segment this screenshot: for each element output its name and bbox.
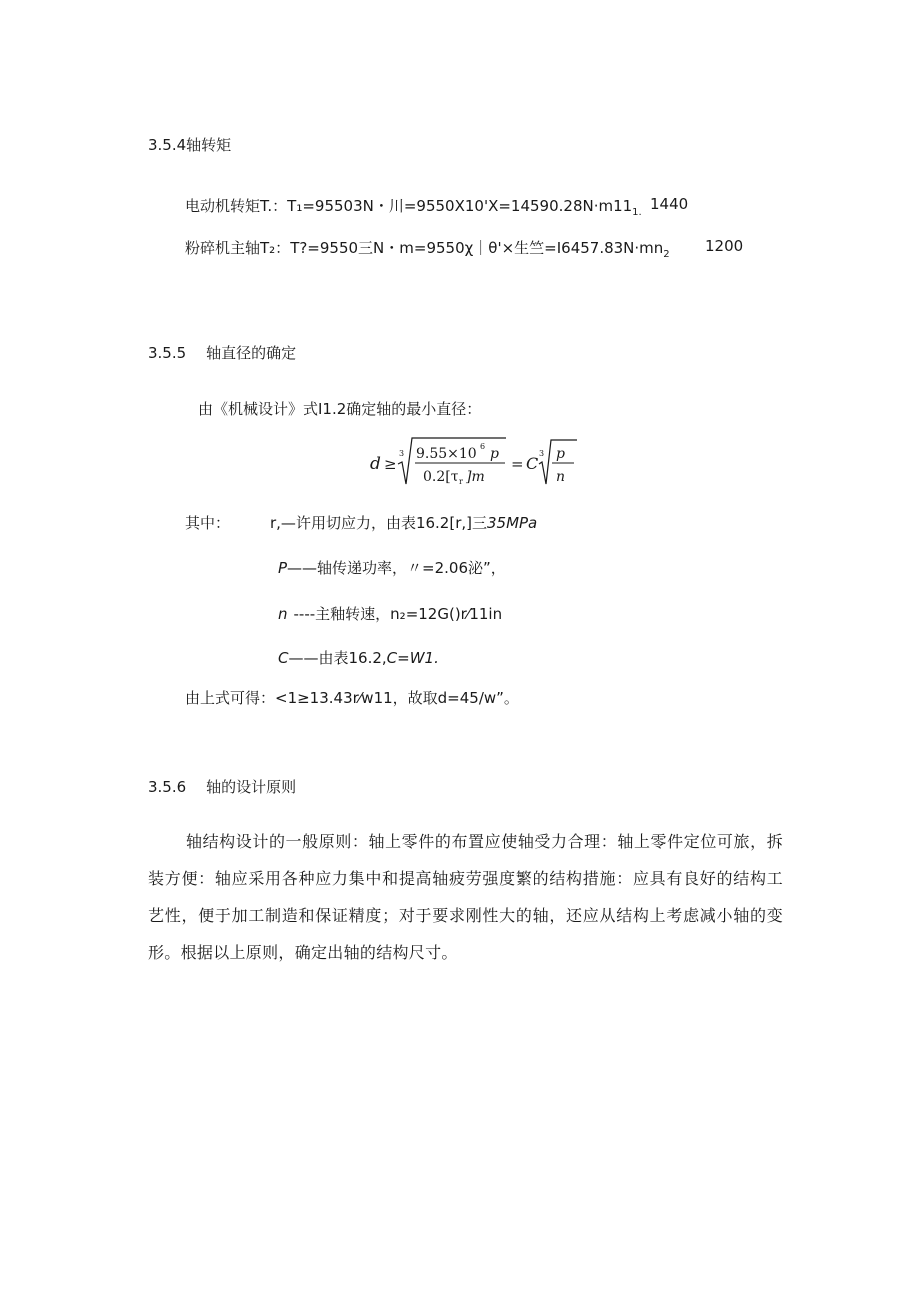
crusher-torque-subscript: 2 xyxy=(663,249,670,260)
min-diameter-formula xyxy=(368,434,580,490)
where-label: 其中： xyxy=(185,514,231,532)
formula-intro: 由《机械设计》式I1.2确定轴的最小直径： xyxy=(198,400,482,418)
section-3-5-6-number: 3.5.6 xyxy=(148,778,187,796)
def-value: n₂=12G()r⁄11in xyxy=(390,605,503,623)
crusher-torque-line xyxy=(185,237,670,260)
formula-denominator: 0.2[τ xyxy=(423,469,459,485)
formula-numerator: 9.55×10 xyxy=(416,446,477,462)
motor-torque-subscript: 1. xyxy=(632,207,642,218)
crusher-torque-label: 粉碎机主轴T₂： xyxy=(185,239,291,257)
def-symbol: n xyxy=(278,605,288,623)
section-3-5-5-number: 3.5.5 xyxy=(148,344,187,362)
formula-exponent: 6 xyxy=(480,442,486,451)
crusher-torque-expression: T?=9550三N・m=9550χ｜θ'×生竺=I6457.83N·mn xyxy=(290,239,664,257)
crusher-speed-value: 1200 xyxy=(705,237,744,255)
formula-denominator-sub: r xyxy=(459,477,463,486)
def-symbol: C xyxy=(278,649,289,667)
formula-denominator-end: ]m xyxy=(466,469,485,485)
design-principles-paragraph: 轴结构设计的一般原则：轴上零件的布置应使轴受力合理：轴上零件定位可旅，拆装方便：轴应采用各种应力集中和提高轴疲劳强度繁的结构措施：应具有良好的结构工艺性，便于加工制造和保证精度；对于要求刚性大的轴，还应从结构上考虑减小轴的变形。根据以上原则，确定出轴的结构尺寸。 xyxy=(148,832,783,962)
formula-equals: = xyxy=(511,455,524,473)
section-3-5-6-title: 轴的设计原则 xyxy=(206,778,297,796)
formula-p-over-n-n: n xyxy=(556,469,566,485)
def-shear-stress xyxy=(270,512,537,533)
def-text: ——由表16.2, xyxy=(288,649,387,667)
motor-torque-label: 电动机转矩T.： xyxy=(185,197,288,215)
formula-d: d xyxy=(370,454,381,474)
formula-root2-index: 3 xyxy=(539,449,545,458)
section-3-5-4-heading: 3.5.4轴转矩 xyxy=(148,136,232,154)
def-speed xyxy=(278,603,502,624)
formula-ge: ≥ xyxy=(384,455,397,473)
motor-torque-expression: T₁=95503N・川=9550X10'X=14590.28N·m11 xyxy=(287,197,633,215)
formula-p-over-n-p: p xyxy=(556,446,565,462)
section-3-5-5-heading xyxy=(148,342,296,363)
formula-numerator-p: p xyxy=(490,446,499,462)
def-symbol: r,— xyxy=(270,514,296,532)
motor-torque-line xyxy=(185,195,642,218)
def-symbol: P xyxy=(278,559,288,577)
diameter-result: 由上式可得：<1≥13.43r⁄w11，故取d=45/w”。 xyxy=(185,689,519,707)
def-text: ----主釉转速， xyxy=(293,605,391,623)
section-3-5-6-heading xyxy=(148,776,296,797)
def-text: ——轴传递功率，〃=2.06泌”， xyxy=(287,559,506,577)
formula-root-index: 3 xyxy=(399,449,405,458)
formula-C: C xyxy=(526,454,539,473)
def-value: 35MPa xyxy=(486,514,538,532)
motor-speed-value: 1440 xyxy=(650,195,689,213)
def-power xyxy=(278,557,506,578)
def-value: C=W1. xyxy=(386,649,439,667)
section-3-5-5-title: 轴直径的确定 xyxy=(206,344,297,362)
def-text: 许用切应力，由表16.2[r,]三 xyxy=(295,514,487,532)
def-coefficient xyxy=(278,647,439,668)
